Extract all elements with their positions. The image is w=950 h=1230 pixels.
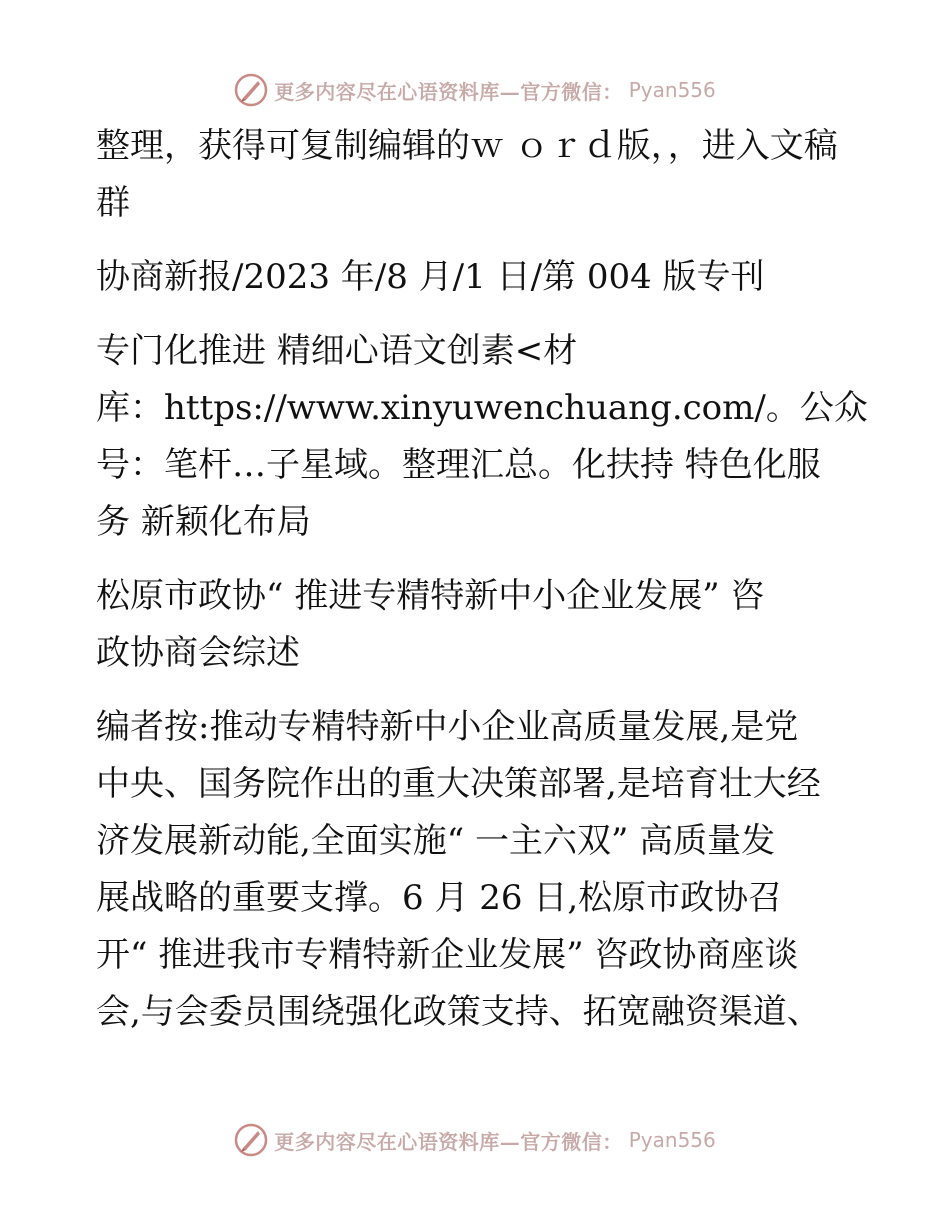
text-line: 库：https://www.xinyuwenchuang.com/。公众 (96, 388, 868, 428)
text-line: 整理，获得可复制编辑的ｗ ｏｒｄ版，，进入文稿 (96, 126, 838, 166)
watermark-wechat-id: Pyan556 (628, 1128, 716, 1152)
text-line: 号：笔杆…子星域。整理汇总。化扶持 特色化服 (96, 445, 821, 485)
watermark-text: 更多内容尽在心语资料库—官方微信： (274, 79, 623, 104)
quill-pen-logo-icon (234, 1123, 268, 1157)
text-line: 会,与会委员围绕强化政策支持、拓宽融资渠道、 (96, 992, 821, 1032)
text-line: 松原市政协“ 推进专精特新中小企业发展” 咨 (96, 576, 765, 616)
text-line: 济发展新动能,全面实施“ 一主六双” 高质量发 (96, 821, 776, 861)
watermark-wechat-id: Pyan556 (628, 78, 716, 102)
quill-pen-logo-icon (234, 73, 268, 107)
paragraph (96, 249, 866, 306)
text-line: 群 (96, 183, 130, 223)
text-line: 政协商会综述 (96, 633, 300, 673)
watermark-text: 更多内容尽在心语资料库—官方微信： (274, 1129, 623, 1154)
text-line: 协商新报/2023 年/8 月/1 日/第 004 版专刊 (96, 257, 765, 297)
header-watermark-banner (0, 70, 950, 110)
text-line: 务 新颖化布局 (96, 502, 311, 542)
document-body (96, 118, 866, 1058)
text-line: 编者按:推动专精特新中小企业高质量发展,是党 (96, 707, 799, 747)
text-line: 专门化推进 精细心语文创素<材 (96, 331, 578, 371)
footer-watermark-banner (0, 1120, 950, 1160)
paragraph (96, 323, 866, 551)
text-line: 开“ 推进我市专精特新企业发展” 咨政协商座谈 (96, 935, 799, 975)
text-line: 展战略的重要支撑。6 月 26 日,松原市政协召 (96, 878, 783, 918)
text-line: 中央、国务院作出的重大决策部署,是培育壮大经 (96, 764, 821, 804)
paragraph (96, 118, 866, 232)
paragraph (96, 568, 866, 682)
paragraph (96, 699, 866, 1041)
